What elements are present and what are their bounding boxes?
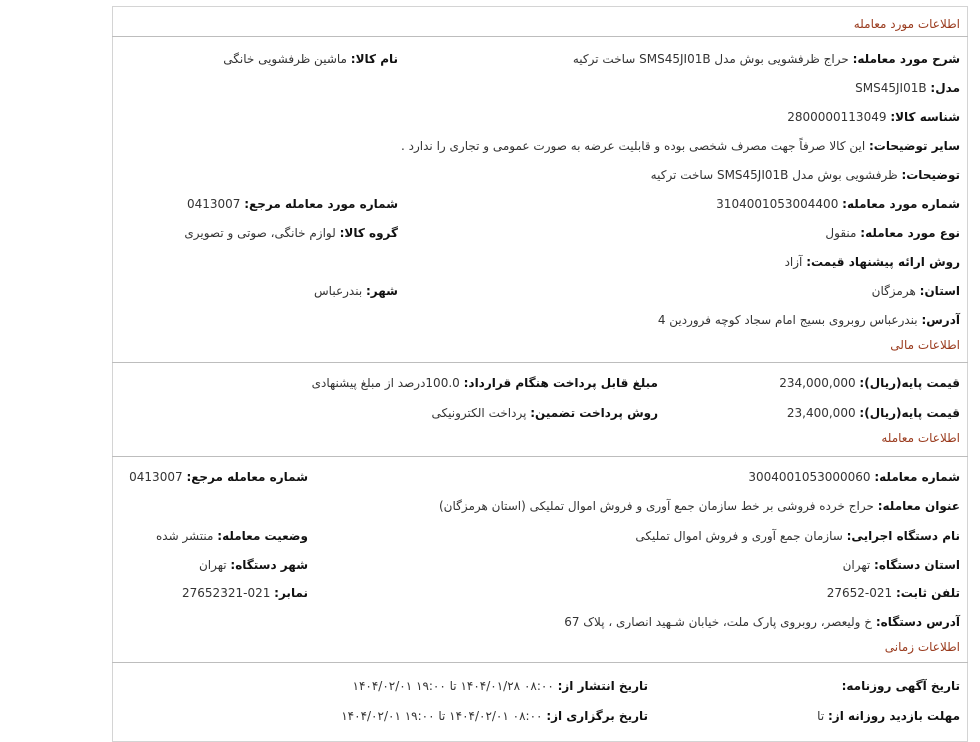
newspaper-date-row [842,678,960,694]
guarantee-payment-method-row [432,405,658,421]
field-label: نام کالا: [350,52,398,66]
field-label: استان: [919,284,960,298]
field-value: ۰۸:۰۰ ۱۴۰۴/۰۱/۲۸ تا ۱۹:۰۰ ۱۴۰۴/۰۲/۰۱ [352,679,554,693]
item-type-row [825,225,960,241]
divider [112,362,968,363]
field-value: هرمزگان [871,284,916,298]
field-value: 3104001053004400 [716,197,839,211]
product-name-row [223,51,398,67]
item-description-row [573,51,960,67]
field-label: مدل: [930,81,960,95]
item-number-row [716,196,960,212]
field-value: پرداخت الکترونیکی [431,406,527,420]
deal-number-row [748,469,960,485]
field-label: تلفن ثابت: [895,586,960,600]
field-label: شماره معامله: [874,470,960,484]
field-label: روش پرداخت تضمین: [530,406,658,420]
field-label: شماره معامله مرجع: [186,470,308,484]
field-value: 021-27652 [826,586,893,600]
field-value: 3004001053000060 [748,470,871,484]
field-value: خ ولیعصر، روبروی پارک ملت، خیابان شـهید انصاری ، پلاک 67 [564,615,873,629]
field-label: تاریخ انتشار از: [557,679,648,693]
bid-method-row [785,254,960,270]
field-label: آدرس دستگاه: [875,615,960,629]
field-label: قیمت پایه(ریال): [859,406,960,420]
section-title-financial: اطلاعات مالی [890,338,960,352]
publish-date-row [353,678,648,694]
city-row [314,283,398,299]
field-label: مهلت بازدید روزانه از: [828,709,960,723]
field-label: استان دستگاه: [874,558,960,572]
deal-title-row [439,498,960,514]
agency-city-row [199,557,308,573]
field-value: منقول [825,226,857,240]
field-value: SMS45JI01B [855,81,927,95]
field-value: منتشر شده [155,529,214,543]
field-label: عنوان معامله: [877,499,960,513]
model-row [855,80,960,96]
daily-visit-row [817,708,960,724]
field-label: شماره مورد معامله: [842,197,960,211]
field-label: مبلغ قابل پرداخت هنگام قرارداد: [463,376,658,390]
section-title-deal: اطلاعات معامله [881,431,960,445]
field-value: ظرفشویی بوش مدل SMS45JI01B ساخت ترکیه [650,168,898,182]
agency-province-row [843,557,960,573]
field-label: قیمت پایه(ریال): [859,376,960,390]
field-label: نمابر: [274,586,308,600]
field-value: 0413007 [186,197,241,211]
field-value: این کالا صرفاً جهت مصرف شخصی بوده و قابلیت عرضه به صورت عمومی و تجاری را ندارد . [401,139,866,153]
divider [112,456,968,457]
province-row [872,283,960,299]
field-value: 23,400,000 [786,406,856,420]
divider [112,662,968,663]
deal-reference-number-row [129,469,308,485]
field-value: تهران [198,558,227,572]
contract-payment-row [312,375,658,391]
section-title-time: اطلاعات زمانی [884,640,960,654]
divider [112,36,968,37]
field-label: شماره مورد معامله مرجع: [244,197,398,211]
field-value: بندرعباس [314,284,363,298]
field-value: سازمان جمع آوری و فروش اموال تملیکی [635,529,843,543]
field-label: شهر: [366,284,398,298]
field-value: 100.0درصد از مبلغ پیشنهادی [311,376,460,390]
field-label: توضیحات: [901,168,960,182]
field-value: تا [817,709,825,723]
field-label: گروه کالا: [339,226,398,240]
guarantee-amount-row [787,405,960,421]
field-label: تاریخ آگهی روزنامه: [841,679,960,693]
field-value: آزاد [784,255,803,269]
field-value: بندرعباس روبروی بسیج امام سجاد کوچه فروردین 4 [657,313,918,327]
field-label: نوع مورد معامله: [860,226,960,240]
field-value: ۰۸:۰۰ ۱۴۰۴/۰۲/۰۱ تا ۱۹:۰۰ ۱۴۰۴/۰۲/۰۱ [341,709,543,723]
phone-row [827,585,960,601]
product-group-row [184,225,398,241]
field-label: نام دستگاه اجرایی: [846,529,960,543]
base-price-row [779,375,960,391]
field-value: لوازم خانگی، صوتی و تصویری [184,226,336,240]
field-value: تهران [842,558,871,572]
holding-date-row [341,708,648,724]
field-value: 021-27652321 [182,586,271,600]
section-title-item: اطلاعات مورد معامله [853,17,960,31]
field-label: وضعیت معامله: [217,529,308,543]
fax-row [182,585,308,601]
field-value: ماشین ظرفشویی خانگی [223,52,347,66]
field-value: 2800000113049 [787,110,887,124]
field-label: شهر دستگاه: [230,558,308,572]
field-label: شناسه کالا: [890,110,960,124]
field-value: 234,000,000 [779,376,856,390]
field-value: 0413007 [129,470,183,484]
address-row [658,312,960,328]
notes-row [651,167,960,183]
product-id-row [787,109,960,125]
field-value: حراج ظرفشویی بوش مدل SMS45JI01B ساخت ترکیه [572,52,849,66]
deal-status-row [156,528,308,544]
field-label: شرح مورد معامله: [852,52,960,66]
agency-address-row [564,614,960,630]
field-label: آدرس: [921,313,960,327]
field-label: سایر توضیحات: [869,139,960,153]
other-notes-row [401,138,960,154]
executive-agency-row [635,528,960,544]
field-label: روش ارائه پیشنهاد قیمت: [806,255,960,269]
item-reference-number-row [187,196,398,212]
field-value: حراج خرده فروشی بر خط سازمان جمع آوری و فروش اموال تملیکی (استان هرمزگان) [438,499,874,513]
field-label: تاریخ برگزاری از: [546,709,648,723]
